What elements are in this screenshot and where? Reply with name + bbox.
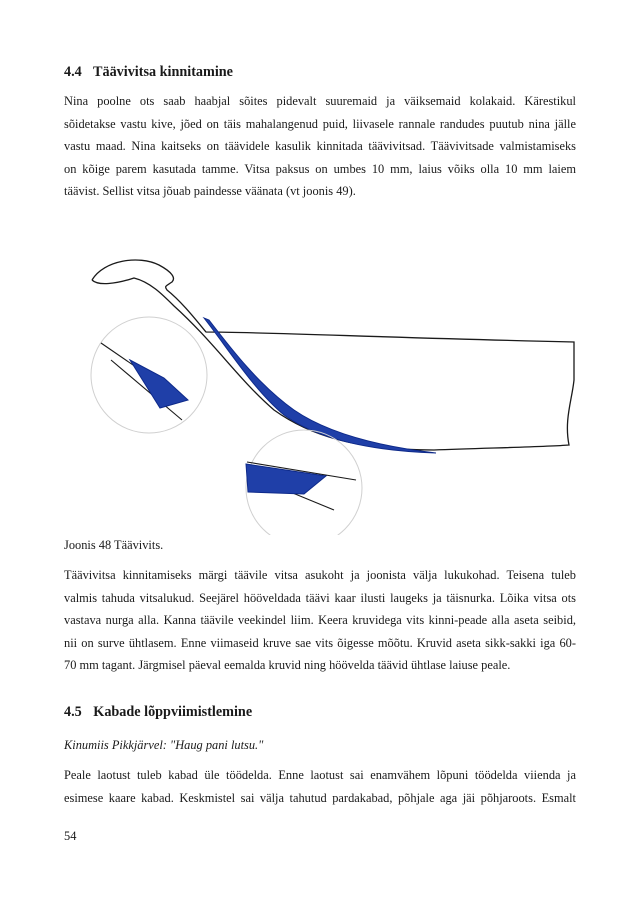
text-line: Peale laotust tuleb kabad üle töödelda. Enne laotust sai enamvähem lõpuni töödelda viienda ja xyxy=(64,768,576,782)
page-number: 54 xyxy=(64,829,77,843)
section-heading-4-5 xyxy=(64,704,252,721)
stem-outline xyxy=(92,260,574,450)
text-line: esimese kaare kabad. Keskmistel sai välja tahutud pardakabad, põhjale aga jäi põhjaroots. Esmalt xyxy=(64,790,576,805)
paragraph-intro xyxy=(64,90,576,203)
text-line: valmis tahuda vitsalukud. Seejärel hööveldada täävi kaar ilusti laugeks ja täisnurka. Lõika vitsa ots xyxy=(64,590,576,605)
taavivits-drawing xyxy=(64,210,579,535)
figure-caption: Joonis 48 Täävivits. xyxy=(64,538,164,552)
section-heading-4-4 xyxy=(64,64,233,81)
text-line: nii on surve ühtlasem. Enne viimaseid kruve sae vits õigesse mõõtu. Kruvid aseta sikk-sakki iga 60- xyxy=(64,635,576,650)
section-title: Kabade lõppviimistlemine xyxy=(93,704,253,720)
figure-taavivits xyxy=(64,210,579,535)
text-line: vastava nurga alla. Kanna täävile veekindel liim. Keera kruvidega vits kinni-peade alla aseta seibid, xyxy=(64,613,576,627)
stem-front-edge xyxy=(92,278,434,450)
paragraph-instructions xyxy=(64,564,576,677)
text-line: vastu maad. Nina kaitseks on täävidele kasulik kinnitada täävivitsad. Täävivitsade valmistamiseks xyxy=(64,139,576,153)
section-number: 4.4 xyxy=(64,64,82,80)
text-line: sõidetakse vastu kive, jõed on täis mahalangenud puid, liivasele rannale randudes puutub nina jälle xyxy=(64,116,576,131)
paragraph-finishing xyxy=(64,764,576,809)
section-number: 4.5 xyxy=(64,704,82,720)
section-epigraph: Kinumiis Pikkjärvel: "Haug pani lutsu." xyxy=(64,738,264,752)
section-title: Täävivitsa kinnitamine xyxy=(93,64,233,80)
text-line: on kõige parem kasutada tamme. Vitsa paksus on umbes 10 mm, laius võiks olla 10 mm laiem xyxy=(64,161,576,176)
text-line: Täävivitsa kinnitamiseks märgi täävile vitsa asukoht ja joonista välja lukukohad. Teisena tuleb xyxy=(64,568,576,582)
text-line: Nina poolne ots saab haabjal sõites pidevalt suuremaid ja väiksemaid kolakaid. Kärestikul xyxy=(64,94,576,108)
text-line: 70 mm tagant. Järgmisel päeval eemalda kruvid ning hööveldа täävid ühtlase laiuse peale. xyxy=(64,658,511,672)
text-line: täävist. Sellist vitsa jõuab paindesse väänata (vt joonis 49). xyxy=(64,184,356,198)
